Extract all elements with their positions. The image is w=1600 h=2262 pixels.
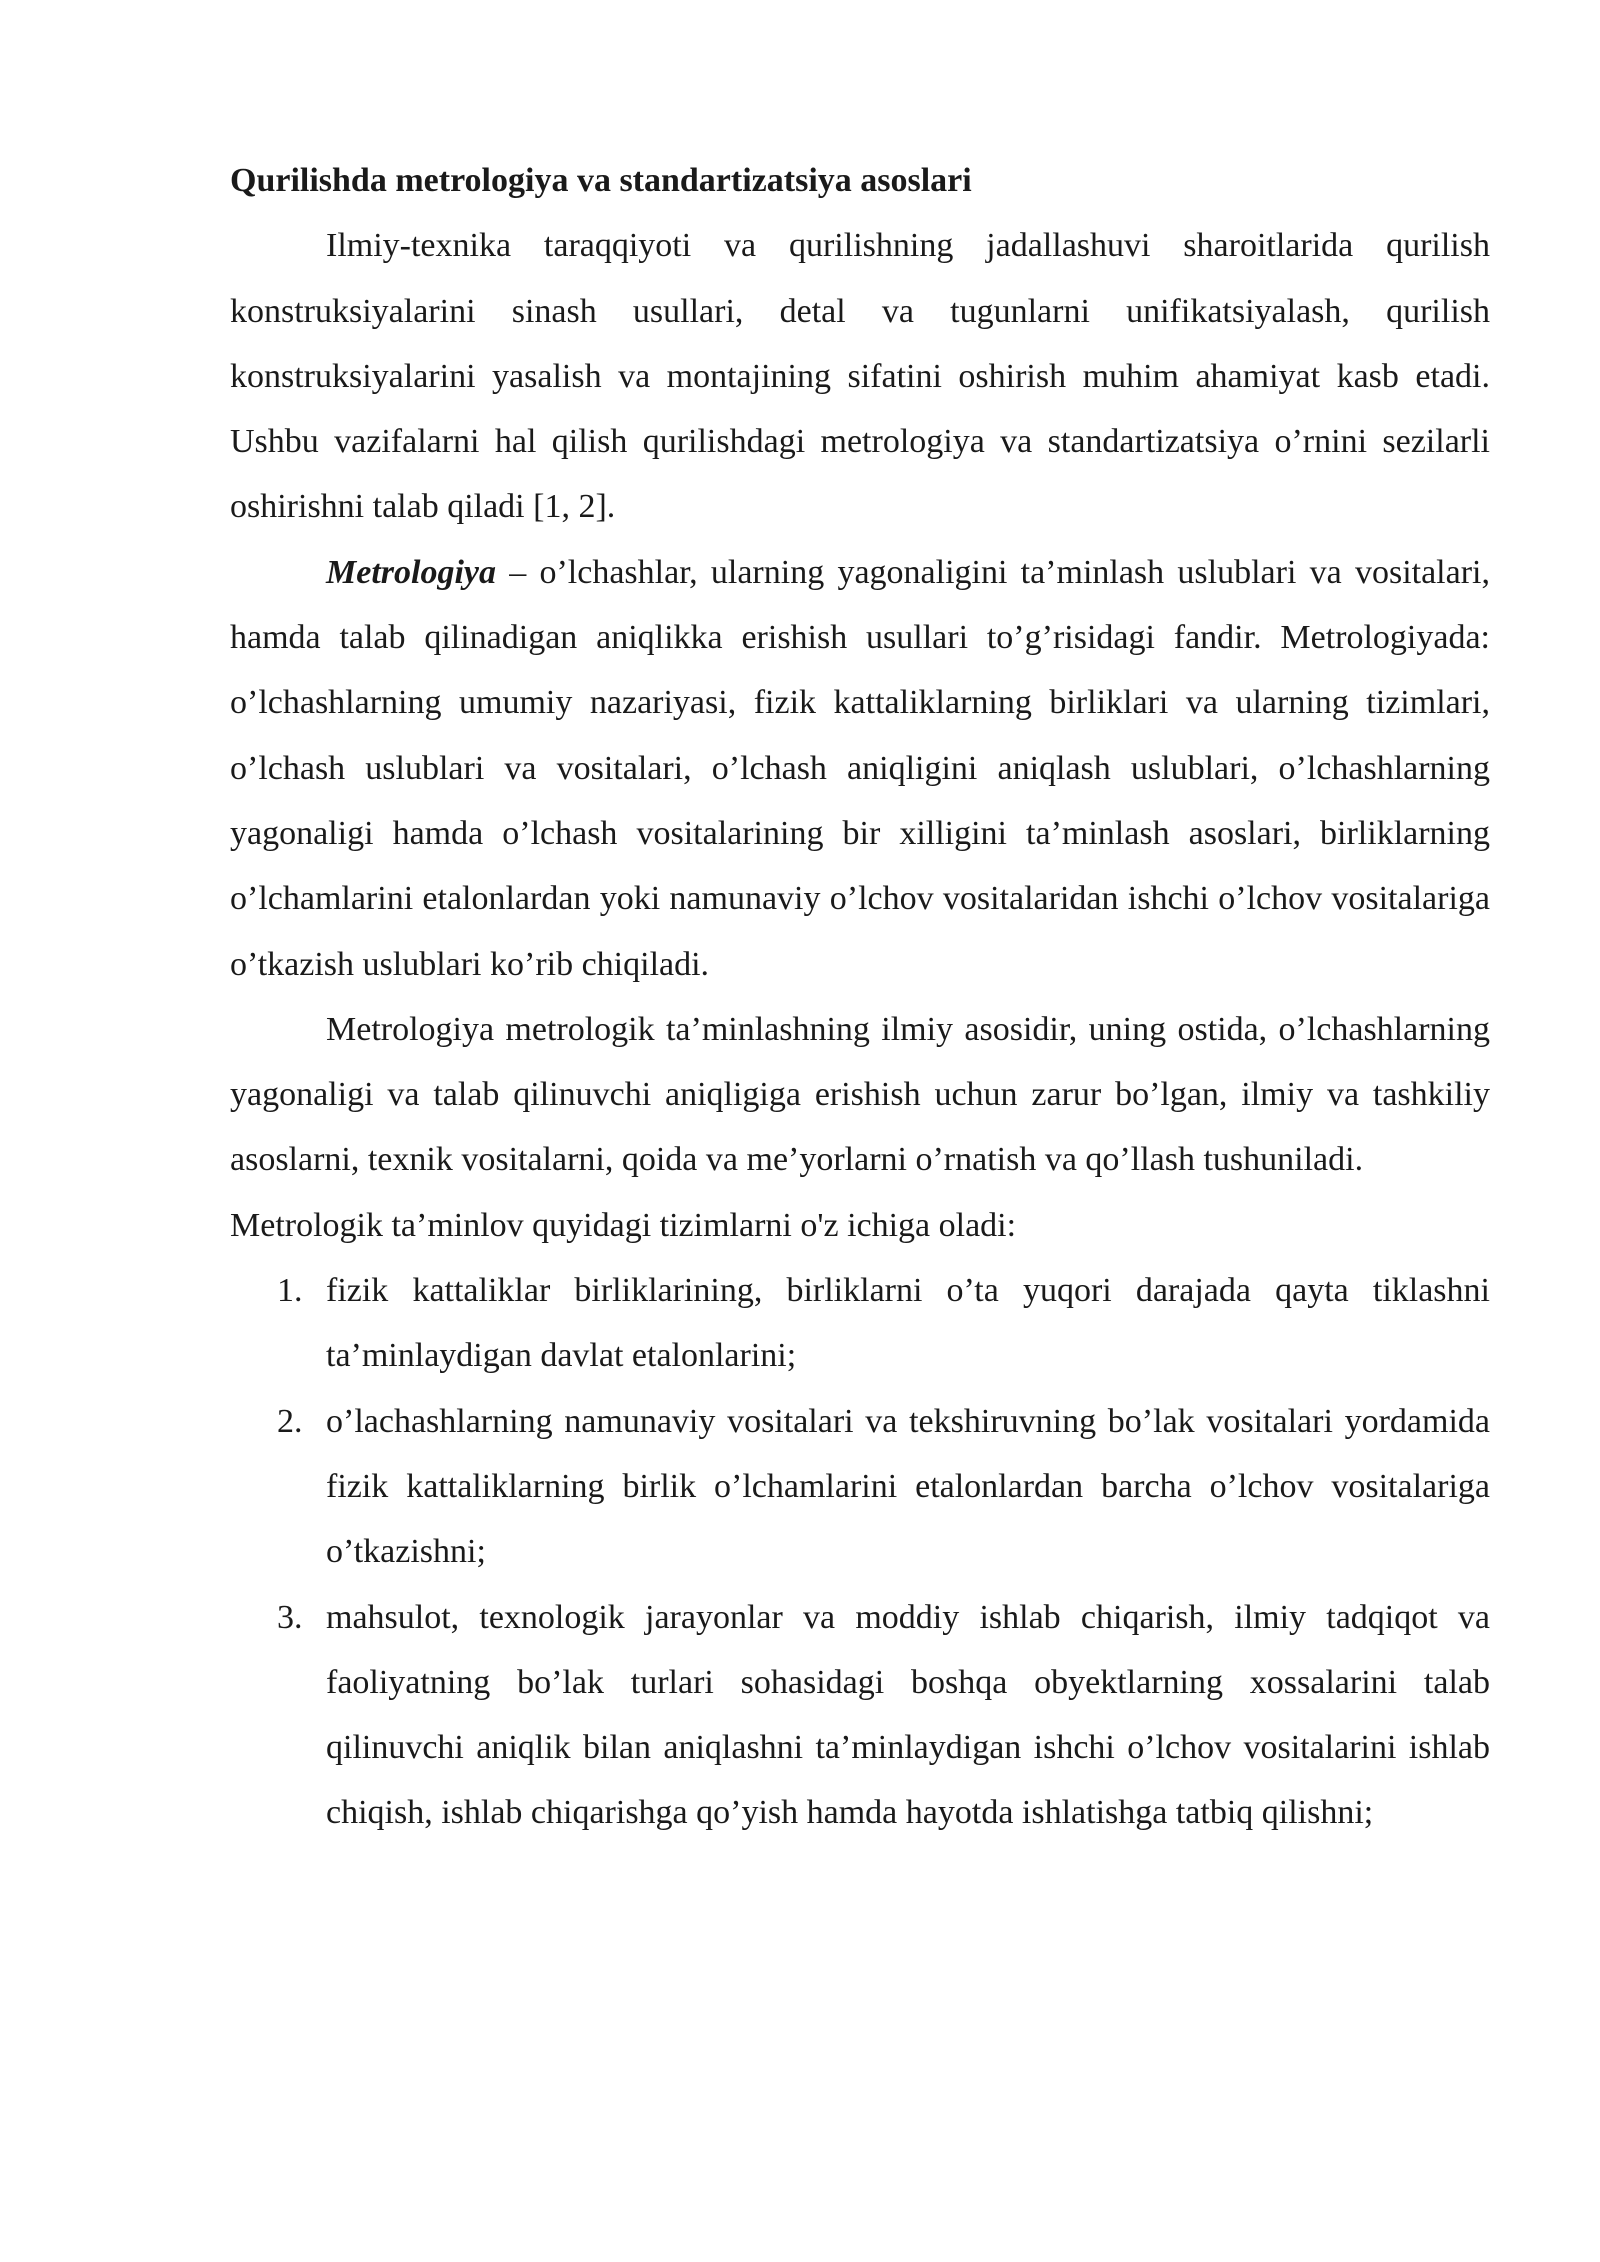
numbered-list [230,1258,1490,1846]
paragraph-metrology-definition [230,540,1490,997]
list-item-number: 1. [277,1272,303,1310]
list-item [230,1258,1490,1389]
list-intro: Metrologik ta’minlov quyidagi tizimlarni o'z ichiga oladi: [230,1206,1017,1244]
list-item-number: 3. [277,1598,303,1636]
document-page [230,148,1490,1846]
paragraph-metrological-support: Metrologiya metrologik ta’minlashning ilmiy asosidir, uning ostida, o’lchashlarning yagonaligi va talab qilinuvchi aniqligiga erishish uchun zarur bo’lgan, ilmiy va tashkiliy asoslarni, texnik vositalarni, qoida va me’yorlarni o’rnatish va qo’llash tushuniladi. [230,1010,1490,1179]
list-item [230,1389,1490,1585]
list-item-text: mahsulot, texnologik jarayonlar va moddiy ishlab chiqarish, ilmiy tadqiqot va faoliyatning bo’lak turlari sohasidagi boshqa obyektlarning xossalarini talab qilinuvchi aniqlik bilan aniqlashni ta’minlaydigan ishchi o’lchov vositalarini ishlab chiqish, ishlab chiqarishga qo’yish hamda hayotda ishlatishga tatbiq qilishni; [326,1598,1490,1832]
list-item-number: 2. [277,1402,303,1440]
list-item-text: o’lachashlarning namunaviy vositalari va tekshiruvning bo’lak vositalari yordamida fizik kattaliklarning birlik o’lchamlarini etalonlardan barcha o’lchov vositalariga o’tkazishni; [326,1402,1490,1571]
term-metrologiya: Metrologiya [326,553,496,591]
document-title: Qurilishda metrologiya va standartizatsiya asoslari [230,162,972,199]
list-item [230,1585,1490,1846]
definition-text: – o’lchashlar, ularning yagonaligini ta’minlash uslublari va vositalari, hamda talab qilinadigan aniqlikka erishish usullari to’g’risidagi fandir. Metrologiyada: o’lchashlarning umumiy nazariyasi, fizik kattaliklarning birliklari va ularning tizimlari, o’lchash uslublari va vositalari, o’lchash aniqligini aniqlash uslublari, o’lchashlarning yagonaligi hamda o’lchash vositalarining bir xilligini ta’minlash asoslari, birliklarning o’lchamlarini etalonlardan yoki namunaviy o’lchov vositalaridan ishchi o’lchov vositalariga o’tkazish uslublari ko’rib chiqiladi. [230,553,1490,983]
paragraph-intro: Ilmiy-texnika taraqqiyoti va qurilishning jadallashuvi sharoitlarida qurilish konstruksiyalarini sinash usullari, detal va tugunlarni unifikatsiyalash, qurilish konstruksiyalarini yasalish va montajining sifatini oshirish muhim ahamiyat kasb etadi. Ushbu vazifalarni hal qilish qurilishdagi metrologiya va standartizatsiya o’rnini sezilarli oshirishni talab qiladi [1, 2]. [230,227,1490,526]
list-item-text: fizik kattaliklar birliklarining, birliklarni o’ta yuqori darajada qayta tiklashni ta’minlaydigan davlat etalonlarini; [326,1272,1490,1375]
